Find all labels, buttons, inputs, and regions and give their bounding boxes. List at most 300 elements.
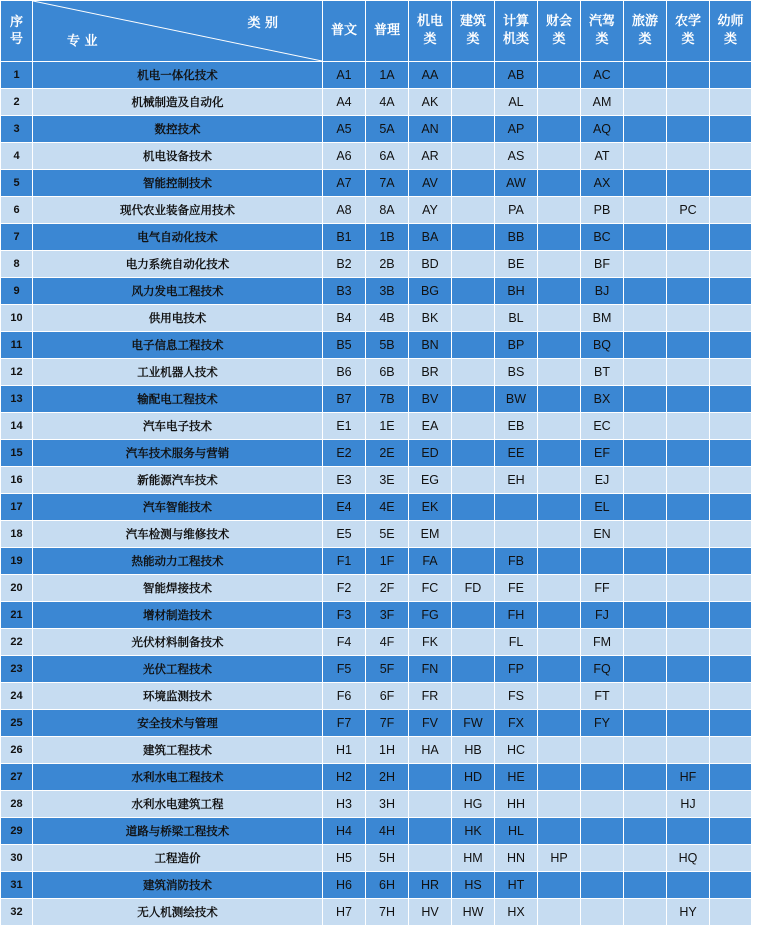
code-cell: B7 <box>323 386 366 413</box>
header-col-2: 机电类 <box>409 1 452 62</box>
code-cell: H1 <box>323 737 366 764</box>
code-cell <box>624 359 667 386</box>
code-cell <box>624 899 667 926</box>
code-cell <box>710 872 752 899</box>
row-number: 10 <box>1 305 33 332</box>
code-cell: 6F <box>366 683 409 710</box>
code-cell: F7 <box>323 710 366 737</box>
code-cell: B4 <box>323 305 366 332</box>
row-number: 18 <box>1 521 33 548</box>
row-number: 11 <box>1 332 33 359</box>
major-name: 工程造价 <box>33 845 323 872</box>
code-cell: BA <box>409 224 452 251</box>
code-cell <box>667 548 710 575</box>
code-cell: EJ <box>581 467 624 494</box>
code-cell: F3 <box>323 602 366 629</box>
code-cell <box>452 224 495 251</box>
code-cell: 8A <box>366 197 409 224</box>
code-cell <box>538 278 581 305</box>
code-cell <box>624 224 667 251</box>
code-cell: HC <box>495 737 538 764</box>
code-cell <box>624 116 667 143</box>
code-cell: AS <box>495 143 538 170</box>
code-cell: BW <box>495 386 538 413</box>
code-cell <box>624 683 667 710</box>
code-cell <box>452 251 495 278</box>
code-cell: 1H <box>366 737 409 764</box>
table-row <box>1 899 752 926</box>
row-number: 29 <box>1 818 33 845</box>
code-cell <box>452 197 495 224</box>
code-cell <box>710 548 752 575</box>
major-name: 风力发电工程技术 <box>33 278 323 305</box>
header-col-3: 建筑类 <box>452 1 495 62</box>
code-cell <box>624 386 667 413</box>
table-row <box>1 359 752 386</box>
major-name: 环境监测技术 <box>33 683 323 710</box>
major-name: 输配电工程技术 <box>33 386 323 413</box>
code-cell: HR <box>409 872 452 899</box>
major-name: 安全技术与管理 <box>33 710 323 737</box>
table-row <box>1 386 752 413</box>
code-cell: BK <box>409 305 452 332</box>
code-cell <box>581 899 624 926</box>
header-col-9: 幼师类 <box>710 1 752 62</box>
major-name: 新能源汽车技术 <box>33 467 323 494</box>
major-name: 汽车智能技术 <box>33 494 323 521</box>
code-cell <box>538 791 581 818</box>
code-cell <box>538 899 581 926</box>
code-cell <box>710 737 752 764</box>
code-cell: BH <box>495 278 538 305</box>
code-cell: FX <box>495 710 538 737</box>
code-cell: AC <box>581 62 624 89</box>
code-cell: FT <box>581 683 624 710</box>
code-cell: 3H <box>366 791 409 818</box>
row-number: 2 <box>1 89 33 116</box>
code-cell <box>409 764 452 791</box>
code-cell <box>710 359 752 386</box>
table-row <box>1 62 752 89</box>
code-cell: E2 <box>323 440 366 467</box>
code-cell: H3 <box>323 791 366 818</box>
code-cell: 6B <box>366 359 409 386</box>
code-cell <box>624 845 667 872</box>
code-cell <box>452 116 495 143</box>
code-cell: 4E <box>366 494 409 521</box>
major-name: 汽车检测与维修技术 <box>33 521 323 548</box>
code-cell: BC <box>581 224 624 251</box>
code-cell <box>624 440 667 467</box>
code-cell: B2 <box>323 251 366 278</box>
code-cell <box>624 791 667 818</box>
code-cell <box>710 170 752 197</box>
code-cell <box>538 116 581 143</box>
row-number: 20 <box>1 575 33 602</box>
major-name: 汽车技术服务与营销 <box>33 440 323 467</box>
major-name: 道路与桥梁工程技术 <box>33 818 323 845</box>
table-row <box>1 602 752 629</box>
code-cell: BE <box>495 251 538 278</box>
code-cell <box>495 521 538 548</box>
code-cell: BP <box>495 332 538 359</box>
row-number: 12 <box>1 359 33 386</box>
table-row <box>1 521 752 548</box>
row-number: 1 <box>1 62 33 89</box>
major-name: 电子信息工程技术 <box>33 332 323 359</box>
major-name: 光伏工程技术 <box>33 656 323 683</box>
code-cell: HD <box>452 764 495 791</box>
header-major-label: 专 业 <box>67 34 98 49</box>
code-cell <box>667 116 710 143</box>
table-row <box>1 143 752 170</box>
header-col-5: 财会类 <box>538 1 581 62</box>
major-name: 机械制造及自动化 <box>33 89 323 116</box>
table-row <box>1 278 752 305</box>
code-cell <box>538 521 581 548</box>
row-number: 26 <box>1 737 33 764</box>
code-cell <box>452 602 495 629</box>
code-cell <box>452 548 495 575</box>
code-cell: FN <box>409 656 452 683</box>
code-cell <box>624 872 667 899</box>
code-cell <box>581 548 624 575</box>
code-cell <box>452 440 495 467</box>
major-name: 光伏材料制备技术 <box>33 629 323 656</box>
code-cell <box>538 332 581 359</box>
code-cell: BR <box>409 359 452 386</box>
code-cell: EN <box>581 521 624 548</box>
row-number: 21 <box>1 602 33 629</box>
code-cell <box>452 683 495 710</box>
code-cell: FK <box>409 629 452 656</box>
code-cell <box>624 710 667 737</box>
code-cell: B5 <box>323 332 366 359</box>
code-cell: HY <box>667 899 710 926</box>
code-cell <box>624 494 667 521</box>
code-cell <box>710 251 752 278</box>
code-cell <box>667 413 710 440</box>
code-cell: A1 <box>323 62 366 89</box>
code-cell: FC <box>409 575 452 602</box>
code-cell: 5F <box>366 656 409 683</box>
code-cell: HL <box>495 818 538 845</box>
code-cell: EA <box>409 413 452 440</box>
header-col-1: 普理 <box>366 1 409 62</box>
major-name: 智能控制技术 <box>33 170 323 197</box>
table-row <box>1 845 752 872</box>
code-cell <box>538 629 581 656</box>
code-cell: BG <box>409 278 452 305</box>
code-cell <box>624 332 667 359</box>
code-cell <box>538 548 581 575</box>
major-name: 电力系统自动化技术 <box>33 251 323 278</box>
code-cell <box>409 818 452 845</box>
code-cell <box>667 278 710 305</box>
code-cell <box>538 440 581 467</box>
code-cell: A5 <box>323 116 366 143</box>
code-cell <box>538 413 581 440</box>
code-cell: EM <box>409 521 452 548</box>
row-number: 5 <box>1 170 33 197</box>
code-cell <box>710 305 752 332</box>
major-name: 数控技术 <box>33 116 323 143</box>
code-cell: ED <box>409 440 452 467</box>
code-cell: AM <box>581 89 624 116</box>
code-cell: HE <box>495 764 538 791</box>
code-cell <box>667 629 710 656</box>
header-col-4: 计算机类 <box>495 1 538 62</box>
major-name: 无人机测绘技术 <box>33 899 323 926</box>
code-cell: 1B <box>366 224 409 251</box>
code-cell: AN <box>409 116 452 143</box>
code-cell <box>452 521 495 548</box>
code-cell: 7F <box>366 710 409 737</box>
code-cell: F6 <box>323 683 366 710</box>
code-cell: 2B <box>366 251 409 278</box>
code-cell: 4F <box>366 629 409 656</box>
table-row <box>1 683 752 710</box>
row-number: 8 <box>1 251 33 278</box>
code-cell <box>624 548 667 575</box>
code-cell: 3B <box>366 278 409 305</box>
code-cell: FG <box>409 602 452 629</box>
major-name: 机电设备技术 <box>33 143 323 170</box>
code-cell <box>581 791 624 818</box>
code-cell: FD <box>452 575 495 602</box>
code-cell: 7A <box>366 170 409 197</box>
row-number: 24 <box>1 683 33 710</box>
table-row <box>1 305 752 332</box>
code-cell <box>710 386 752 413</box>
row-number: 27 <box>1 764 33 791</box>
code-cell <box>624 467 667 494</box>
code-cell <box>710 710 752 737</box>
code-cell <box>667 89 710 116</box>
row-number: 32 <box>1 899 33 926</box>
code-cell: PC <box>667 197 710 224</box>
code-cell <box>452 305 495 332</box>
code-cell <box>538 872 581 899</box>
table-row <box>1 791 752 818</box>
code-cell <box>452 278 495 305</box>
code-cell: A6 <box>323 143 366 170</box>
code-cell: HS <box>452 872 495 899</box>
table-row <box>1 872 752 899</box>
code-cell <box>624 629 667 656</box>
code-cell: HP <box>538 845 581 872</box>
code-cell <box>710 467 752 494</box>
code-cell <box>538 251 581 278</box>
code-cell: FB <box>495 548 538 575</box>
code-cell: 1F <box>366 548 409 575</box>
code-cell <box>538 737 581 764</box>
code-cell: HT <box>495 872 538 899</box>
code-cell <box>624 764 667 791</box>
code-cell <box>624 251 667 278</box>
code-cell <box>710 440 752 467</box>
major-name: 现代农业装备应用技术 <box>33 197 323 224</box>
code-cell <box>538 710 581 737</box>
header-category-label: 类 别 <box>247 16 278 31</box>
code-cell: 6A <box>366 143 409 170</box>
code-cell <box>538 575 581 602</box>
code-cell: EL <box>581 494 624 521</box>
code-cell: F4 <box>323 629 366 656</box>
code-cell: AT <box>581 143 624 170</box>
code-cell: HV <box>409 899 452 926</box>
row-number: 6 <box>1 197 33 224</box>
code-cell <box>710 683 752 710</box>
table-row <box>1 413 752 440</box>
code-cell: BV <box>409 386 452 413</box>
code-cell: HG <box>452 791 495 818</box>
code-cell <box>624 143 667 170</box>
table-row <box>1 197 752 224</box>
code-cell <box>538 764 581 791</box>
code-cell <box>495 494 538 521</box>
code-cell <box>710 278 752 305</box>
code-cell: AX <box>581 170 624 197</box>
code-cell: BB <box>495 224 538 251</box>
table-row <box>1 656 752 683</box>
code-cell <box>710 791 752 818</box>
code-cell <box>667 305 710 332</box>
diagonal-divider <box>33 1 322 61</box>
code-cell: AL <box>495 89 538 116</box>
table-row <box>1 818 752 845</box>
row-number: 31 <box>1 872 33 899</box>
code-cell <box>710 602 752 629</box>
row-number: 19 <box>1 548 33 575</box>
row-number: 3 <box>1 116 33 143</box>
row-number: 28 <box>1 791 33 818</box>
code-cell: AR <box>409 143 452 170</box>
code-cell: FW <box>452 710 495 737</box>
code-cell: HX <box>495 899 538 926</box>
code-cell <box>409 791 452 818</box>
code-cell: BM <box>581 305 624 332</box>
code-cell <box>538 602 581 629</box>
code-cell: 3F <box>366 602 409 629</box>
code-cell <box>624 197 667 224</box>
code-cell <box>452 170 495 197</box>
code-cell <box>710 818 752 845</box>
row-number: 14 <box>1 413 33 440</box>
code-cell: 5B <box>366 332 409 359</box>
code-cell: HH <box>495 791 538 818</box>
code-cell <box>667 575 710 602</box>
code-cell <box>667 737 710 764</box>
code-cell: FV <box>409 710 452 737</box>
code-cell <box>538 683 581 710</box>
code-cell <box>538 170 581 197</box>
code-cell: AV <box>409 170 452 197</box>
table-body <box>1 62 752 926</box>
major-name: 增材制造技术 <box>33 602 323 629</box>
code-cell <box>624 278 667 305</box>
code-cell: 7B <box>366 386 409 413</box>
row-number: 9 <box>1 278 33 305</box>
code-cell: 2H <box>366 764 409 791</box>
major-name: 工业机器人技术 <box>33 359 323 386</box>
code-cell: PA <box>495 197 538 224</box>
code-cell: HB <box>452 737 495 764</box>
code-cell: E4 <box>323 494 366 521</box>
code-cell <box>710 62 752 89</box>
table-row <box>1 737 752 764</box>
code-cell: BJ <box>581 278 624 305</box>
code-cell <box>452 62 495 89</box>
table-row <box>1 764 752 791</box>
code-cell <box>710 116 752 143</box>
table-row <box>1 467 752 494</box>
header-no: 序号 <box>1 1 33 62</box>
code-cell <box>452 89 495 116</box>
code-cell: H4 <box>323 818 366 845</box>
code-cell: H7 <box>323 899 366 926</box>
code-cell: AW <box>495 170 538 197</box>
code-cell: EB <box>495 413 538 440</box>
code-cell: 1A <box>366 62 409 89</box>
code-cell: FP <box>495 656 538 683</box>
code-cell <box>452 143 495 170</box>
code-cell: 2E <box>366 440 409 467</box>
code-cell: AB <box>495 62 538 89</box>
code-cell <box>667 143 710 170</box>
code-cell <box>624 170 667 197</box>
code-cell: 7H <box>366 899 409 926</box>
table-row <box>1 494 752 521</box>
code-cell: HM <box>452 845 495 872</box>
code-cell: 4A <box>366 89 409 116</box>
code-cell: BT <box>581 359 624 386</box>
code-cell <box>667 683 710 710</box>
code-cell <box>710 332 752 359</box>
code-cell <box>538 494 581 521</box>
code-cell <box>710 575 752 602</box>
code-cell: 4B <box>366 305 409 332</box>
code-cell: AQ <box>581 116 624 143</box>
code-cell: EC <box>581 413 624 440</box>
code-cell <box>710 899 752 926</box>
code-cell <box>538 62 581 89</box>
code-cell: F2 <box>323 575 366 602</box>
row-number: 16 <box>1 467 33 494</box>
code-cell <box>667 494 710 521</box>
code-cell <box>667 62 710 89</box>
code-cell: A4 <box>323 89 366 116</box>
code-cell: FS <box>495 683 538 710</box>
code-cell: EG <box>409 467 452 494</box>
code-cell: 2F <box>366 575 409 602</box>
code-cell: FY <box>581 710 624 737</box>
row-number: 30 <box>1 845 33 872</box>
code-cell <box>538 359 581 386</box>
major-name: 供用电技术 <box>33 305 323 332</box>
header-col-7: 旅游类 <box>624 1 667 62</box>
code-cell: AA <box>409 62 452 89</box>
code-cell <box>667 656 710 683</box>
code-cell: BL <box>495 305 538 332</box>
code-cell <box>538 89 581 116</box>
code-cell <box>710 197 752 224</box>
code-cell <box>667 359 710 386</box>
code-cell: B1 <box>323 224 366 251</box>
table-row <box>1 224 752 251</box>
code-cell: A8 <box>323 197 366 224</box>
code-cell <box>581 818 624 845</box>
